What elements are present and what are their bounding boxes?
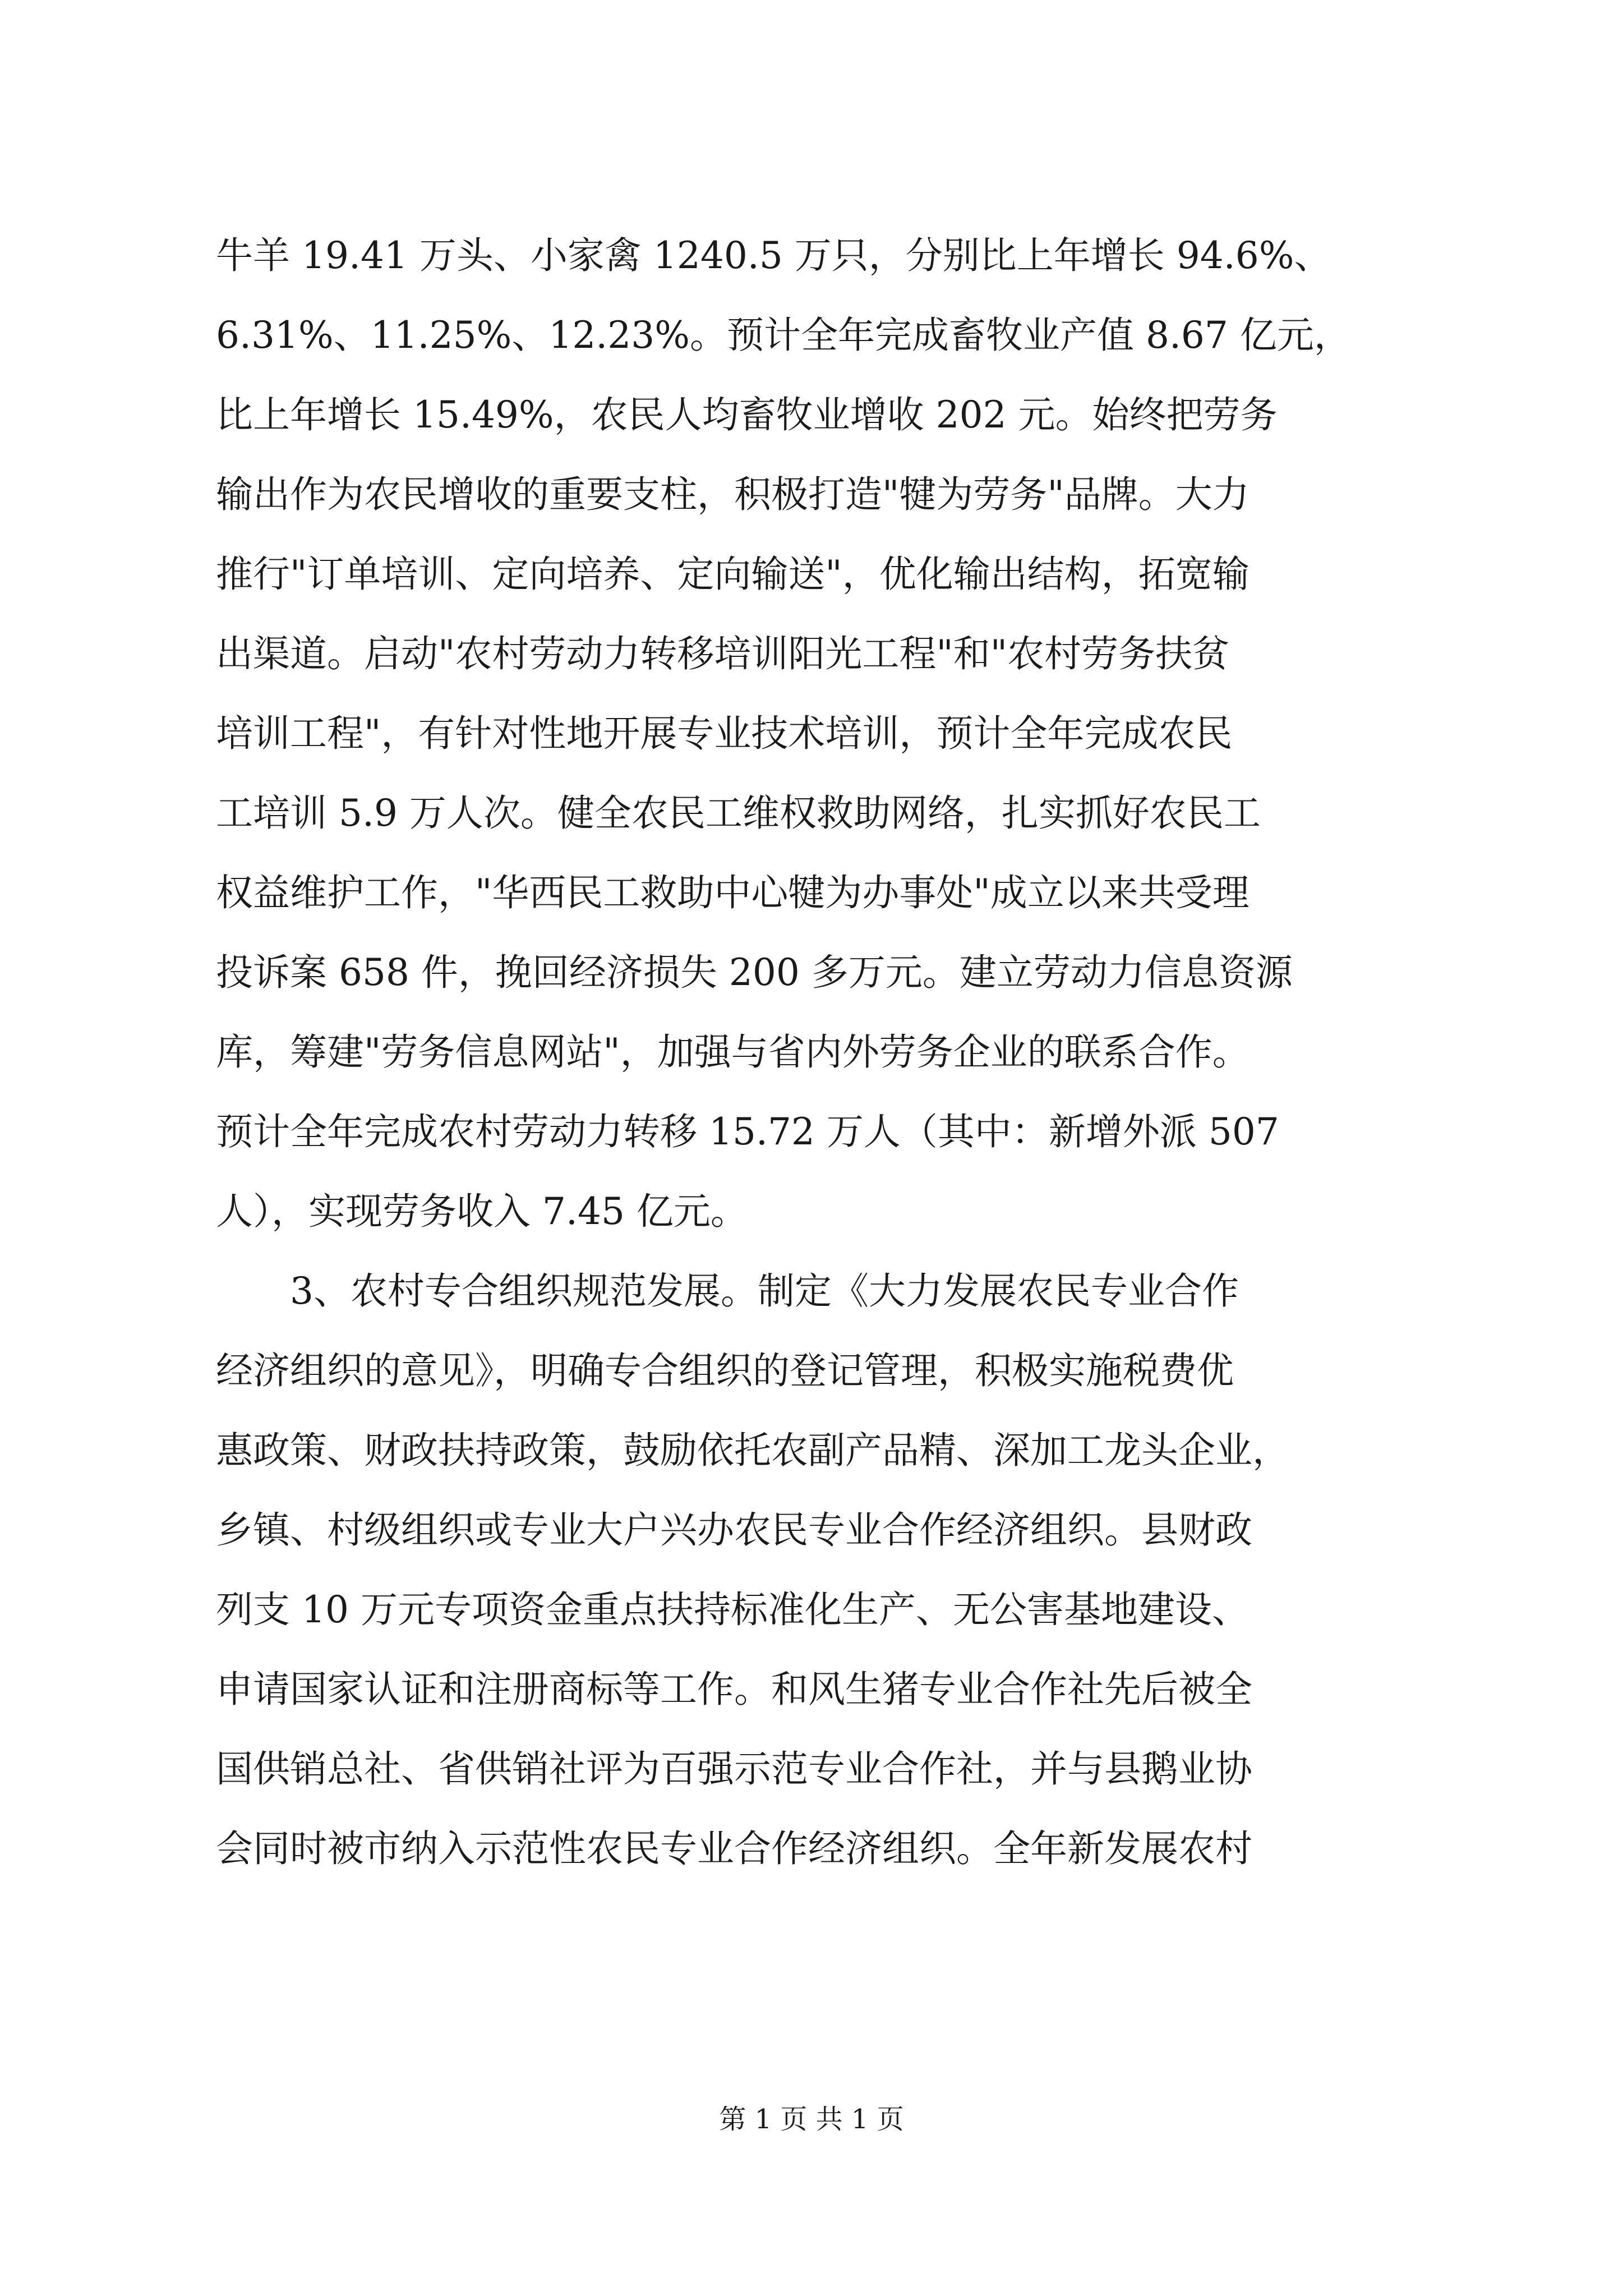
text-line: 权益维护工作，"华西民工救助中心犍为办事处"成立以来共受理	[216, 871, 1249, 914]
text-line: 比上年增长 15.49%，农民人均畜牧业增收 202 元。始终把劳务	[216, 393, 1278, 436]
text-line: 库，筹建"劳务信息网站"，加强与省内外劳务企业的联系合作。	[216, 1030, 1249, 1074]
text-line: 投诉案 658 件，挽回经济损失 200 多万元。建立劳动力信息资源	[216, 951, 1293, 994]
text-line: 国供销总社、省供销社评为百强示范专业合作社，并与县鹅业协	[216, 1747, 1252, 1791]
text-line: 预计全年完成农村劳动力转移 15.72 万人（其中：新增外派 507	[216, 1110, 1279, 1153]
text-line: 列支 10 万元专项资金重点扶持标准化生产、无公害基地建设、	[216, 1588, 1249, 1631]
text-line: 申请国家认证和注册商标等工作。和风生猪专业合作社先后被全	[216, 1668, 1252, 1711]
text-line: 出渠道。启动"农村劳动力转移培训阳光工程"和"农村劳务扶贫	[216, 632, 1230, 675]
page-number: 第 1 页 共 1 页	[719, 2104, 904, 2135]
text-line: 牛羊 19.41 万头、小家禽 1240.5 万只，分别比上年增长 94.6%、	[216, 234, 1331, 277]
text-line: 推行"订单培训、定向培养、定向输送"，优化输出结构，拓宽输	[216, 553, 1249, 596]
text-line: 工培训 5.9 万人次。健全农民工维权救助网络，扎实抓好农民工	[216, 792, 1261, 835]
text-line: 乡镇、村级组织或专业大户兴办农民专业合作经济组织。县财政	[216, 1508, 1252, 1552]
text-line: 人），实现劳务收入 7.45 亿元。	[216, 1190, 748, 1233]
paragraph-start-line: 3、农村专合组织规范发展。制定《大力发展农民专业合作	[290, 1269, 1239, 1313]
body-text	[216, 216, 1413, 1889]
text-line: 培训工程"，有针对性地开展专业技术培训，预计全年完成农民	[216, 712, 1233, 755]
text-line: 会同时被市纳入示范性农民专业合作经济组织。全年新发展农村	[216, 1827, 1252, 1870]
text-line: 输出作为农民增收的重要支柱，积极打造"犍为劳务"品牌。大力	[216, 473, 1249, 516]
text-line: 6.31%、11.25%、12.23%。预计全年完成畜牧业产值 8.67 亿元，	[216, 314, 1351, 357]
page-footer	[0, 2102, 1623, 2136]
text-line: 惠政策、财政扶持政策，鼓励依托农副产品精、深加工龙头企业，	[216, 1429, 1289, 1472]
text-line: 经济组织的意见》，明确专合组织的登记管理，积极实施税费优	[216, 1349, 1234, 1392]
